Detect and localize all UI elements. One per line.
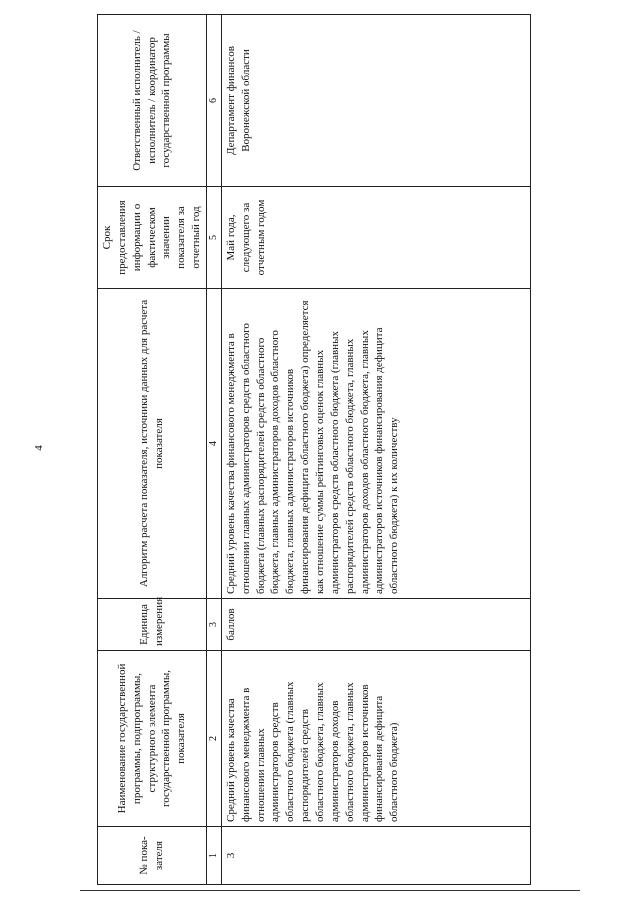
header-cell-unit: Единица измерения <box>98 599 207 651</box>
header-cell-algorithm: Алгоритм расчета показателя, источники данных для расчета показателя <box>98 289 207 599</box>
column-number: 5 <box>206 187 221 289</box>
indicator-table <box>97 14 531 885</box>
table-header-row <box>98 15 207 885</box>
indicator-table-container <box>97 15 531 885</box>
header-cell-name: Наименование государственной программы, подпрограммы, структурного элемента государственной программы, показателя <box>98 651 207 827</box>
row-number: 3 <box>221 827 530 885</box>
indicator-executor: Департамент финансов Воронежской области <box>221 15 530 187</box>
page-number: 4 <box>32 445 45 451</box>
column-number: 1 <box>206 827 221 885</box>
column-number: 3 <box>206 599 221 651</box>
header-cell-number: № пока-зателя <box>98 827 207 885</box>
page-bottom-rule <box>80 890 580 891</box>
indicator-name: Средний уровень качества финансового менеджмента в отношении главных администраторов средств областного бюджета (главных распорядителей средств областного бюджета, главных администраторов доходов областного бюджета, главных администраторов источников финансирования дефицита областного бюджета) <box>221 651 530 827</box>
column-number: 6 <box>206 15 221 187</box>
table-row <box>221 15 530 885</box>
indicator-deadline: Май года, следующего за отчетным годом <box>221 187 530 289</box>
column-number: 4 <box>206 289 221 599</box>
header-cell-executor: Ответственный исполнитель / исполнитель / координатор государственной программы <box>98 15 207 187</box>
indicator-algorithm: Средний уровень качества финансового менеджмента в отношении главных администраторов средств областного бюджета (главных распорядителей средств областного бюджета, главных администраторов доходов областного бюджета, главных администраторов источников финансирования дефицита областного бюджета) определяется как отношение суммы рейтинговых оценок главных администраторов средств областного бюджета (главных распорядителей средств областного бюджета, главных администраторов доходов областного бюджета, главных администраторов источников финансирования дефицита областного бюджета) к их количеству <box>221 289 530 599</box>
column-number: 2 <box>206 651 221 827</box>
indicator-unit: баллов <box>221 599 530 651</box>
header-cell-deadline: Срок предоставления информации о фактическом значении показателя за отчетный год <box>98 187 207 289</box>
column-number-row <box>206 15 221 885</box>
